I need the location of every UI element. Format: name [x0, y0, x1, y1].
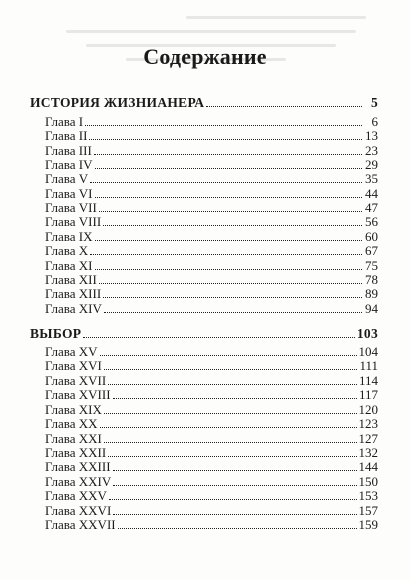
section-heading[interactable] — [30, 94, 378, 110]
toc-entry-label: Глава XII — [45, 272, 97, 287]
dot-leader — [89, 139, 362, 140]
toc-entry[interactable] — [45, 458, 378, 474]
page-number: 157 — [358, 503, 378, 518]
dot-leader — [103, 225, 362, 226]
toc-entry-label: Глава XI — [45, 258, 93, 273]
page-number: 127 — [358, 431, 378, 446]
toc-entry[interactable] — [45, 170, 378, 186]
page-number: 60 — [365, 229, 378, 244]
dot-leader — [90, 254, 362, 255]
page-number: 132 — [358, 445, 378, 460]
toc-entry[interactable] — [45, 127, 378, 143]
toc-entry-label: Глава IV — [45, 157, 93, 172]
dot-leader — [94, 154, 362, 155]
toc-entry-label: Глава V — [45, 171, 89, 186]
toc-entry-label: Глава XVIII — [45, 387, 111, 402]
page-number: 78 — [365, 272, 378, 287]
toc-entry[interactable] — [45, 213, 378, 229]
toc-entry[interactable] — [45, 242, 378, 258]
page-number: 35 — [365, 171, 378, 186]
page-number: 117 — [358, 387, 378, 402]
toc-entry[interactable] — [45, 386, 378, 402]
dot-leader — [113, 485, 356, 486]
page-number: 144 — [358, 459, 378, 474]
toc-entry-label: Глава XXVII — [45, 517, 116, 532]
dot-leader — [95, 240, 363, 241]
section-heading-label: ИСТОРИЯ ЖИЗНИАНЕРА — [30, 95, 205, 110]
section-heading[interactable] — [30, 325, 378, 341]
page-number: 5 — [370, 95, 378, 110]
dot-leader — [95, 197, 363, 198]
toc-entry[interactable] — [45, 487, 378, 503]
page-number: 89 — [365, 286, 378, 301]
toc-entry[interactable] — [45, 357, 378, 373]
toc-entry[interactable] — [45, 300, 378, 316]
toc-entry-label: Глава I — [45, 114, 84, 129]
dot-leader — [100, 427, 357, 428]
dot-leader — [118, 528, 357, 529]
toc-entry-label: Глава XX — [45, 416, 98, 431]
dot-leader — [99, 283, 362, 284]
toc-entry-label: Глава VI — [45, 186, 93, 201]
dot-leader — [108, 456, 356, 457]
toc-entry-label: Глава VIII — [45, 214, 102, 229]
dot-leader — [104, 369, 358, 370]
toc-entry-label: Глава III — [45, 143, 92, 158]
page-number: 111 — [359, 358, 378, 373]
dot-leader — [83, 337, 355, 338]
toc-entry-label: Глава XXIII — [45, 459, 111, 474]
page-number: 23 — [365, 143, 378, 158]
dot-leader — [108, 384, 357, 385]
toc-entry[interactable] — [45, 285, 378, 301]
page-number: 47 — [365, 200, 378, 215]
page-number: 13 — [365, 128, 378, 143]
page-number: 6 — [371, 114, 378, 129]
toc-entry[interactable] — [45, 415, 378, 431]
page-number: 123 — [358, 416, 378, 431]
toc-entry-label: Глава XVII — [45, 373, 107, 388]
toc-entry-label: Глава XIV — [45, 301, 102, 316]
dot-leader — [104, 413, 357, 414]
toc-entry[interactable] — [45, 516, 378, 532]
dot-leader — [109, 499, 357, 500]
page-number: 67 — [365, 243, 378, 258]
toc-entry-label: Глава IX — [45, 229, 93, 244]
dot-leader — [206, 106, 362, 107]
section-heading-label: ВЫБОР — [30, 326, 82, 341]
dot-leader — [85, 125, 362, 126]
dot-leader — [90, 182, 362, 183]
dot-leader — [95, 168, 363, 169]
page-number: 114 — [358, 373, 378, 388]
toc-entry-label: Глава XXI — [45, 431, 102, 446]
toc-entry-label: Глава XIII — [45, 286, 102, 301]
dot-leader — [104, 312, 362, 313]
page-number: 120 — [358, 402, 378, 417]
toc-entry-label: Глава II — [45, 128, 88, 143]
page-number: 94 — [365, 301, 378, 316]
dot-leader — [100, 355, 357, 356]
toc-entry-label: Глава XV — [45, 344, 98, 359]
dot-leader — [95, 269, 363, 270]
page-number: 103 — [356, 326, 378, 341]
dot-leader — [113, 398, 357, 399]
dot-leader — [103, 297, 362, 298]
dot-leader — [113, 470, 357, 471]
toc-entry-label: Глава XVI — [45, 358, 102, 373]
page-number: 150 — [358, 474, 378, 489]
dot-leader — [104, 442, 357, 443]
toc-entry-label: Глава XXIV — [45, 474, 112, 489]
dot-leader — [113, 514, 356, 515]
dot-leader — [99, 211, 362, 212]
toc-entry-label: Глава XXVI — [45, 503, 112, 518]
toc-entry-label: Глава VII — [45, 200, 97, 215]
page-number: 44 — [365, 186, 378, 201]
page-title: Содержание — [143, 44, 267, 69]
toc-entry-label: Глава XIX — [45, 402, 102, 417]
page-number: 75 — [365, 258, 378, 273]
page-number: 29 — [365, 157, 378, 172]
toc-entry-label: Глава XXII — [45, 445, 107, 460]
toc-entry-label: Глава X — [45, 243, 89, 258]
page-number: 159 — [358, 517, 378, 532]
toc-entry-label: Глава XXV — [45, 488, 107, 503]
page-number: 153 — [358, 488, 378, 503]
page-number: 56 — [365, 214, 378, 229]
page-number: 104 — [358, 344, 378, 359]
